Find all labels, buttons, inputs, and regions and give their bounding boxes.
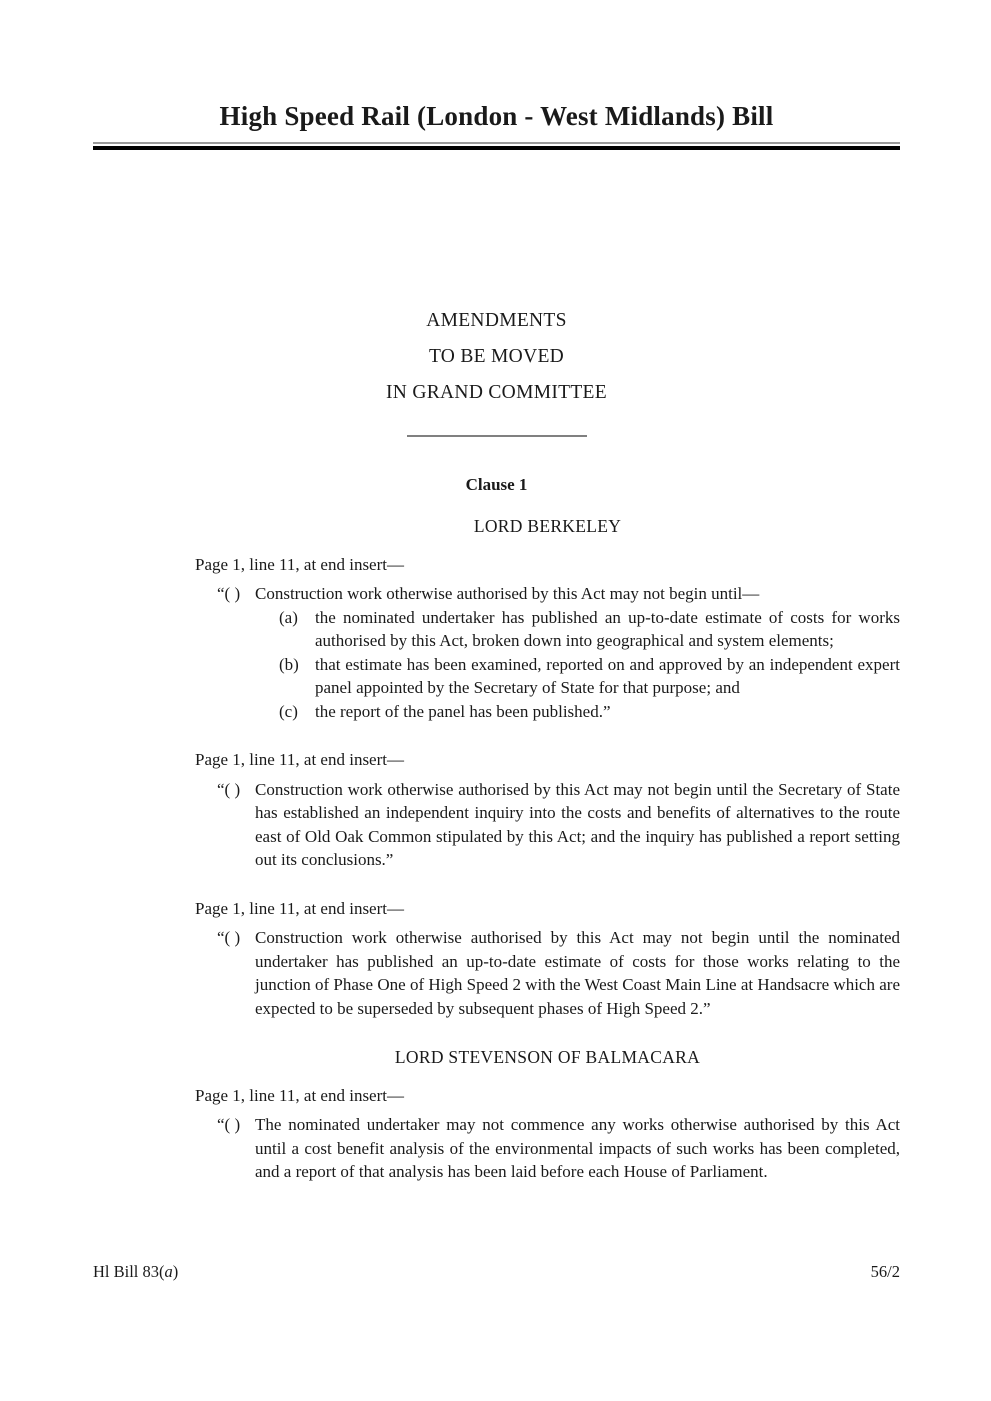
amendment-subparagraph-list [195,606,900,724]
amendment-instruction: Page 1, line 11, at end insert— [195,1085,404,1105]
amendment-text-row [195,778,900,872]
page-footer [93,1262,900,1282]
amendments-body [195,515,900,1184]
amendment-text-row [195,926,900,1020]
bill-reference [93,1262,178,1282]
member-name-stevenson: LORD STEVENSON OF BALMACARA [394,1047,701,1067]
bill-reference-prefix: Hl Bill 83( [93,1262,165,1281]
title-double-rule [93,142,900,150]
document-header [93,100,900,150]
amendment-text-row [195,1113,900,1184]
amendment-instruction: Page 1, line 11, at end insert— [195,898,404,918]
amendment-text: Construction work otherwise authorised by this Act may not begin until the nominated undertaker has published an up-to-date estimate of costs for those works relating to the junction of Phase One of High Speed 2 with the West Coast Main Line at Handsacre which are expected to be superseded by subsequent phases of High Speed 2.” [255,928,900,1018]
amendment-marker: “( ) [217,779,241,799]
subparagraph-text: that estimate has been examined, reported on and approved by an independent expert panel appointed by the Secretary of State for that purpose; and [315,654,900,697]
amendment-block-4 [195,1084,900,1184]
heading-to-be-moved: TO BE MOVED [428,346,565,367]
amendment-text: The nominated undertaker may not commence any works otherwise authorised by this Act until a cost benefit analysis of the environmental impacts of such works has been completed, and a report of that analysis has been laid before each House of Parliament. [255,1115,900,1181]
amendment-block-1 [195,553,900,724]
block-spacer [195,723,900,748]
amendment-text: Construction work otherwise authorised by this Act may not begin until the Secretary of State has established an independent inquiry into the costs and benefits of alternatives to the route east of Old Oak Common stipulated by this Act; and the inquiry has published a report setting out its conclusions.” [255,779,900,869]
amendment-block-2 [195,748,900,872]
page-title: High Speed Rail (London - West Midlands) Bill [219,101,774,131]
subparagraph-b [279,653,900,700]
subparagraph-c [279,700,900,724]
subparagraph-label: (a) [279,607,298,627]
amendment-text-row [195,582,900,606]
amendment-instruction: Page 1, line 11, at end insert— [195,750,404,769]
amendment-text: Construction work otherwise authorised by this Act may not begin until— [255,584,760,603]
amendments-heading-block [93,303,900,437]
block-spacer [195,872,900,897]
heading-separator-rule [407,435,587,437]
subparagraph-a [279,606,900,653]
bill-reference-suffix: ) [172,1262,179,1281]
subparagraph-label: (c) [279,701,298,721]
subparagraph-label: (b) [279,654,299,674]
amendment-block-3 [195,897,900,1021]
clause-heading: Clause 1 [465,475,528,494]
amendment-marker: “( ) [217,928,241,947]
member-name-berkeley: LORD BERKELEY [473,516,622,536]
heading-amendments: AMENDMENTS [426,310,567,331]
amendment-marker: “( ) [217,1115,241,1134]
subparagraph-text: the report of the panel has been published.” [315,701,611,721]
subparagraph-text: the nominated undertaker has published an up-to-date estimate of costs for works authorised by this Act, broken down into geographical and system elements; [315,607,900,650]
title-rule-thick [93,146,900,150]
bill-reference-letter: a [164,1262,173,1281]
heading-in-grand-committee: IN GRAND COMMITTEE [386,382,607,403]
amendment-instruction: Page 1, line 11, at end insert— [195,554,404,574]
page-reference: 56/2 [870,1262,900,1281]
amendment-marker: “( ) [217,584,241,603]
